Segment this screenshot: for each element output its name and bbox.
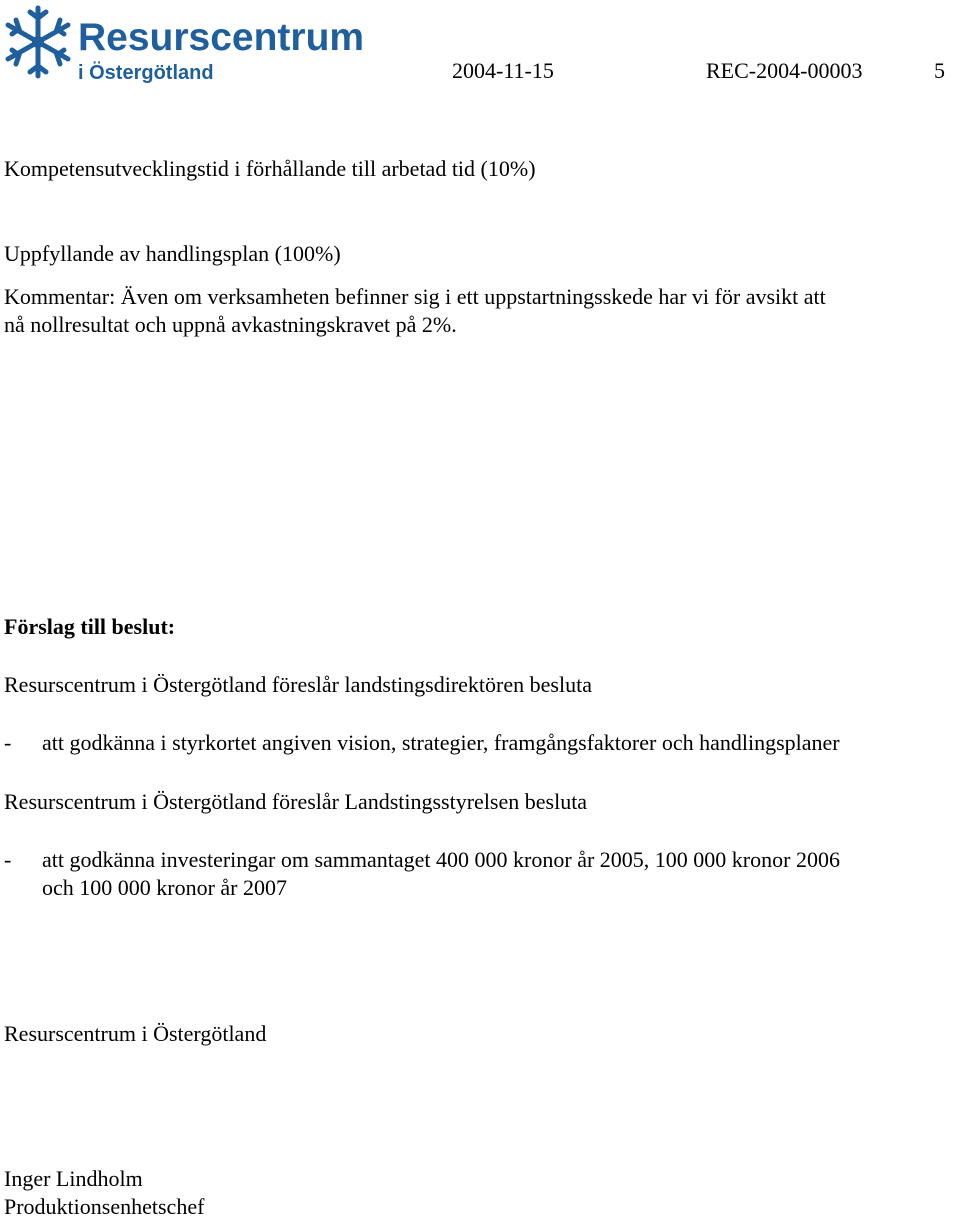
proposal-2-intro: Resurscentrum i Östergötland föreslår Landstingsstyrelsen besluta (4, 789, 588, 814)
document-reference: REC-2004-00003 (706, 58, 863, 83)
logo-subtitle: i Östergötland (78, 62, 214, 84)
section-heading: Förslag till beslut: (4, 614, 176, 639)
proposal-2-item-line-1: att godkänna investeringar om sammantaget 400 000 kronor år 2005, 100 000 kronor 2006 (42, 847, 840, 872)
signer-title: Produktionsenhetschef (4, 1194, 205, 1219)
document-date: 2004-11-15 (452, 58, 554, 83)
kommentar-line-1: Kommentar: Även om verksamheten befinner sig i ett uppstartningsskede har vi för avsikt att (4, 284, 826, 309)
proposal-1-intro: Resurscentrum i Östergötland föreslår landstingsdirektören besluta (4, 672, 592, 697)
signer-name: Inger Lindholm (4, 1166, 143, 1191)
resurscentrum-logo (4, 4, 376, 84)
proposal-2-item-line-2: och 100 000 kronor år 2007 (42, 875, 288, 900)
page-number: 5 (934, 58, 945, 83)
kommentar-line-2: nå nollresultat och uppnå avkastningskravet på 2%. (4, 312, 457, 337)
organization-name: Resurscentrum i Östergötland (4, 1021, 267, 1046)
proposal-1-item: att godkänna i styrkortet angiven vision, strategier, framgångsfaktorer och handlingsplaner (42, 730, 840, 755)
proposal-1-dash: - (4, 730, 12, 755)
kompetens-line: Kompetensutvecklingstid i förhållande till arbetad tid (10%) (4, 156, 536, 181)
proposal-2-dash: - (4, 847, 12, 872)
uppfyllande-line: Uppfyllande av handlingsplan (100%) (4, 241, 341, 266)
logo-wordmark: Resurscentrum (78, 16, 365, 59)
